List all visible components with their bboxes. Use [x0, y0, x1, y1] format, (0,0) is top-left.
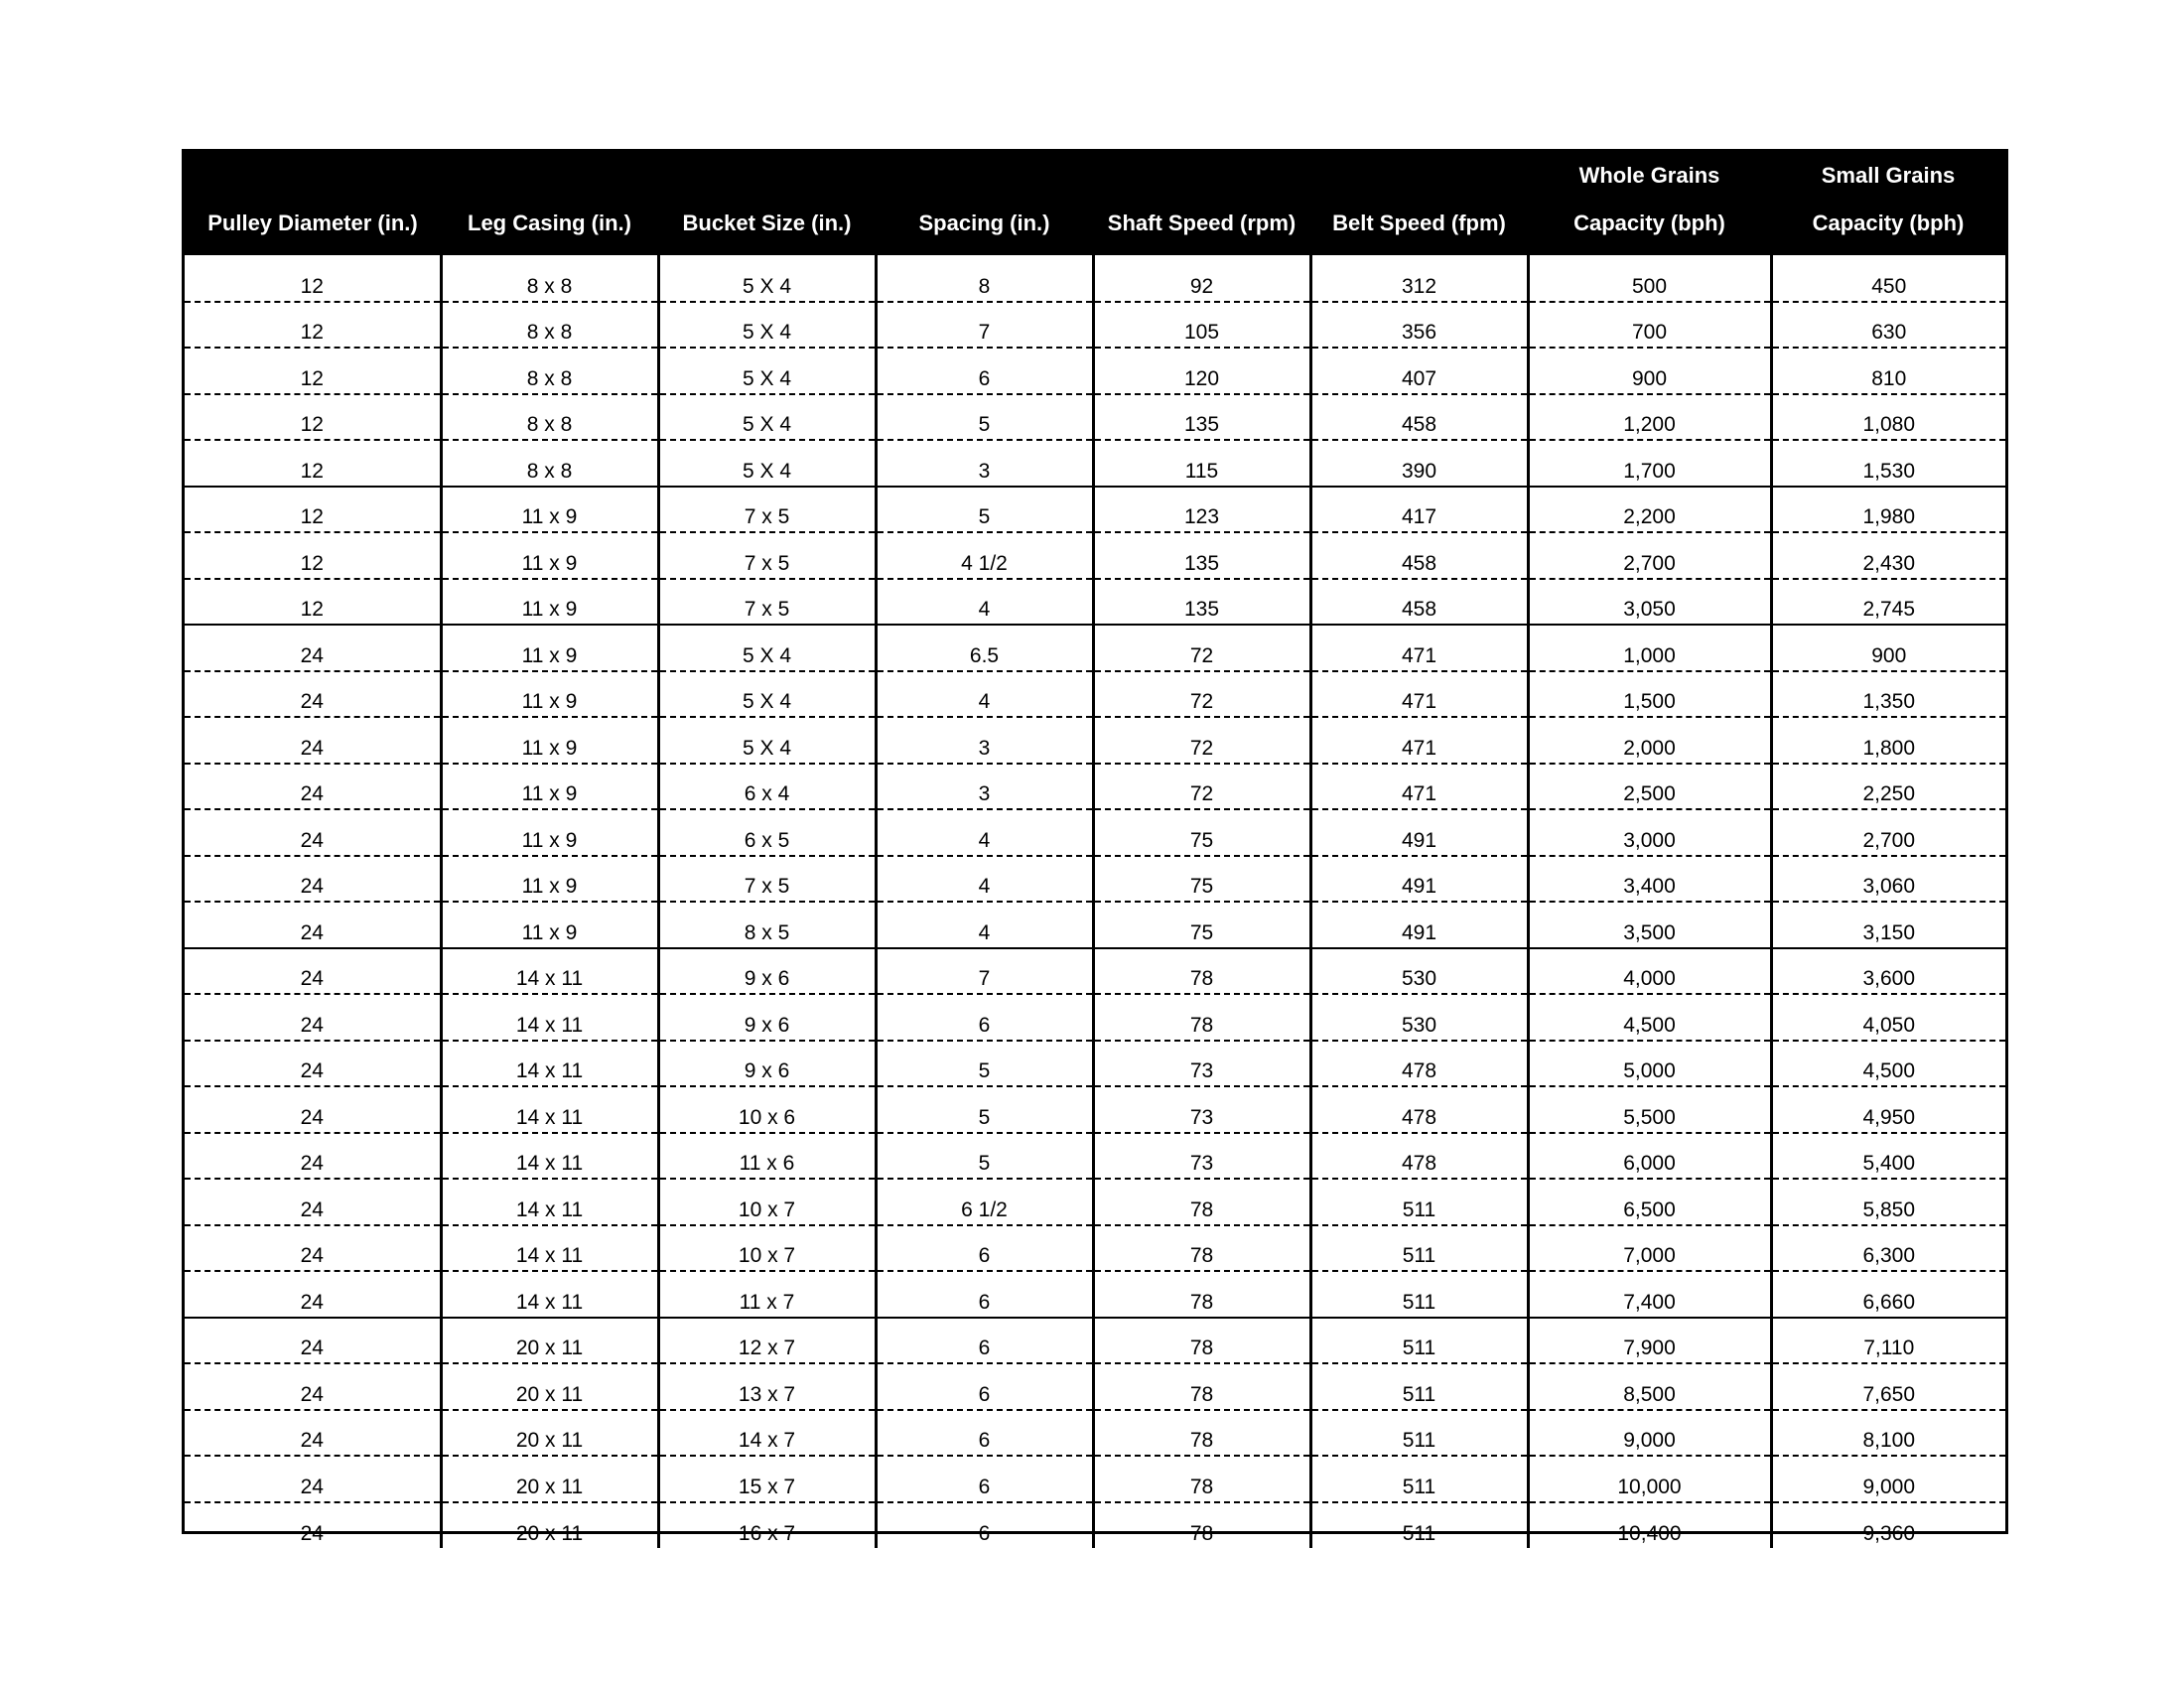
bucket-size-cell: 16 x 7 — [658, 1502, 876, 1549]
belt-speed-cell: 511 — [1310, 1410, 1528, 1457]
table-header — [185, 152, 2005, 255]
belt-speed-cell: 491 — [1310, 902, 1528, 948]
belt-speed-cell: 458 — [1310, 532, 1528, 579]
spacing-cell: 5 — [876, 1133, 1093, 1180]
leg-casing-cell: 11 x 9 — [441, 717, 658, 764]
whole-grains-capacity-cell: 1,000 — [1528, 625, 1771, 671]
table-body — [185, 255, 2005, 1548]
shaft-speed-cell: 78 — [1093, 1318, 1310, 1364]
table-row — [185, 1410, 2005, 1457]
bucket-size-cell: 14 x 7 — [658, 1410, 876, 1457]
bucket-size-cell: 5 X 4 — [658, 302, 876, 349]
spacing-cell: 6 — [876, 1318, 1093, 1364]
shaft-speed-cell: 123 — [1093, 487, 1310, 533]
spacing-cell: 7 — [876, 302, 1093, 349]
table-row — [185, 579, 2005, 626]
leg-casing-cell: 14 x 11 — [441, 994, 658, 1041]
belt-speed-cell: 458 — [1310, 579, 1528, 626]
small-grains-capacity-cell: 450 — [1771, 255, 2005, 302]
pulley-diameter-cell: 24 — [185, 1225, 441, 1272]
shaft-speed-cell: 72 — [1093, 717, 1310, 764]
belt-speed-cell: 491 — [1310, 856, 1528, 903]
pulley-diameter-cell: 24 — [185, 994, 441, 1041]
shaft-speed-cell: 78 — [1093, 1271, 1310, 1318]
table-row — [185, 902, 2005, 948]
table-row — [185, 440, 2005, 487]
belt-speed-cell: 511 — [1310, 1179, 1528, 1225]
bucket-size-cell: 15 x 7 — [658, 1456, 876, 1502]
pulley-diameter-cell: 24 — [185, 856, 441, 903]
pulley-diameter-cell: 24 — [185, 1271, 441, 1318]
belt-speed-cell: 407 — [1310, 348, 1528, 394]
whole-grains-capacity-cell: 2,500 — [1528, 764, 1771, 810]
table-row — [185, 1086, 2005, 1133]
whole-grains-capacity-cell: 1,500 — [1528, 671, 1771, 718]
spacing-cell: 6 1/2 — [876, 1179, 1093, 1225]
table-row — [185, 671, 2005, 718]
table-row — [185, 1456, 2005, 1502]
small-grains-capacity-cell: 810 — [1771, 348, 2005, 394]
belt-speed-cell: 471 — [1310, 625, 1528, 671]
whole-grains-capacity-cell: 3,400 — [1528, 856, 1771, 903]
small-grains-capacity-cell: 2,745 — [1771, 579, 2005, 626]
pulley-diameter-cell: 24 — [300, 1522, 324, 1545]
spacing-cell: 6 — [876, 1502, 1093, 1549]
belt-speed-cell: 511 — [1310, 1363, 1528, 1410]
leg-casing-cell: 14 x 11 — [441, 1041, 658, 1087]
small-grains-capacity-cell: 1,350 — [1771, 671, 2005, 718]
belt-speed-cell: 478 — [1310, 1133, 1528, 1180]
belt-speed-cell: 478 — [1310, 1041, 1528, 1087]
small-grains-capacity-cell: 3,060 — [1771, 856, 2005, 903]
spacing-cell: 4 1/2 — [876, 532, 1093, 579]
small-grains-capacity-cell: 4,950 — [1771, 1086, 2005, 1133]
bucket-size-cell: 7 x 5 — [658, 487, 876, 533]
small-grains-capacity-cell: 3,600 — [1771, 948, 2005, 995]
table-row — [185, 764, 2005, 810]
bucket-size-cell: 5 X 4 — [658, 348, 876, 394]
spacing-cell: 5 — [876, 487, 1093, 533]
pulley-diameter-cell: 24 — [185, 902, 441, 948]
small-grains-capacity-cell: 1,080 — [1771, 394, 2005, 441]
spacing-cell: 5 — [876, 394, 1093, 441]
shaft-speed-cell: 115 — [1093, 440, 1310, 487]
belt-speed-cell: 471 — [1310, 671, 1528, 718]
small-grains-capacity-cell: 9,000 — [1771, 1456, 2005, 1502]
spacing-cell: 8 — [876, 255, 1093, 302]
whole-grains-capacity-cell: 9,000 — [1528, 1410, 1771, 1457]
header-shaft-speed: Shaft Speed (rpm) — [1093, 152, 1310, 255]
shaft-speed-cell: 72 — [1093, 764, 1310, 810]
shaft-speed-cell: 73 — [1093, 1133, 1310, 1180]
pulley-diameter-cell: 12 — [185, 255, 441, 302]
leg-casing-cell: 8 x 8 — [441, 302, 658, 349]
header-belt-speed: Belt Speed (fpm) — [1310, 152, 1528, 255]
spacing-cell: 7 — [876, 948, 1093, 995]
belt-speed-cell: 312 — [1310, 255, 1528, 302]
header-leg-casing: Leg Casing (in.) — [441, 152, 658, 255]
whole-grains-capacity-cell: 2,000 — [1528, 717, 1771, 764]
pulley-diameter-cell: 12 — [185, 487, 441, 533]
table-row — [185, 394, 2005, 441]
pulley-diameter-cell: 24 — [185, 1041, 441, 1087]
small-grains-capacity-cell: 2,700 — [1771, 809, 2005, 856]
pulley-diameter-cell: 12 — [185, 302, 441, 349]
leg-casing-cell: 11 x 9 — [441, 487, 658, 533]
pulley-diameter-cell: 24 — [185, 809, 441, 856]
leg-casing-cell: 14 x 11 — [441, 1225, 658, 1272]
shaft-speed-cell: 120 — [1093, 348, 1310, 394]
small-grains-capacity-cell: 1,800 — [1771, 717, 2005, 764]
leg-casing-cell: 8 x 8 — [441, 440, 658, 487]
spacing-cell: 3 — [876, 717, 1093, 764]
leg-casing-cell: 14 x 11 — [441, 948, 658, 995]
shaft-speed-cell: 75 — [1093, 902, 1310, 948]
bucket-size-cell: 10 x 7 — [658, 1179, 876, 1225]
whole-grains-capacity-cell: 1,700 — [1528, 440, 1771, 487]
bucket-size-cell: 9 x 6 — [658, 994, 876, 1041]
table-row — [185, 348, 2005, 394]
small-grains-capacity-cell: 5,850 — [1771, 1179, 2005, 1225]
header-small-grains-capacity: Small Grains Capacity (bph) — [1771, 152, 2005, 255]
shaft-speed-cell: 75 — [1093, 809, 1310, 856]
small-grains-capacity-cell: 6,660 — [1771, 1271, 2005, 1318]
small-grains-capacity-cell: 1,980 — [1771, 487, 2005, 533]
table-row — [185, 1179, 2005, 1225]
leg-casing-cell: 11 x 9 — [441, 809, 658, 856]
small-grains-capacity-cell: 3,150 — [1771, 902, 2005, 948]
leg-casing-cell: 14 x 11 — [441, 1179, 658, 1225]
spacing-cell: 6 — [876, 348, 1093, 394]
shaft-speed-cell: 78 — [1093, 1502, 1310, 1549]
pulley-diameter-cell: 24 — [185, 717, 441, 764]
spacing-cell: 6 — [876, 1456, 1093, 1502]
pulley-diameter-cell: 12 — [185, 394, 441, 441]
pulley-diameter-cell: 12 — [185, 348, 441, 394]
table-row — [185, 717, 2005, 764]
elevator-capacity-table — [182, 149, 2008, 1545]
bucket-size-cell: 11 x 7 — [658, 1271, 876, 1318]
leg-casing-cell: 20 x 11 — [441, 1318, 658, 1364]
header-pulley-diameter: Pulley Diameter (in.) — [185, 152, 441, 255]
pulley-diameter-cell: 24 — [185, 1363, 441, 1410]
belt-speed-cell: 530 — [1310, 948, 1528, 995]
shaft-speed-cell: 72 — [1093, 625, 1310, 671]
leg-casing-cell: 14 x 11 — [441, 1271, 658, 1318]
spacing-cell: 4 — [876, 809, 1093, 856]
table-row — [185, 1318, 2005, 1364]
table-row — [185, 1225, 2005, 1272]
belt-speed-cell: 511 — [1310, 1456, 1528, 1502]
leg-casing-cell: 14 x 11 — [441, 1133, 658, 1180]
header-whole-grains-capacity: Whole Grains Capacity (bph) — [1528, 152, 1771, 255]
small-grains-capacity-cell: 1,530 — [1771, 440, 2005, 487]
shaft-speed-cell: 73 — [1093, 1041, 1310, 1087]
data-table — [185, 152, 2005, 1548]
belt-speed-cell: 471 — [1310, 717, 1528, 764]
bucket-size-cell: 6 x 4 — [658, 764, 876, 810]
shaft-speed-cell: 73 — [1093, 1086, 1310, 1133]
spacing-cell: 4 — [876, 671, 1093, 718]
shaft-speed-cell: 78 — [1093, 948, 1310, 995]
bucket-size-cell: 5 X 4 — [658, 625, 876, 671]
whole-grains-capacity-cell: 7,400 — [1528, 1271, 1771, 1318]
pulley-diameter-cell: 24 — [185, 671, 441, 718]
small-grains-capacity-cell: 7,110 — [1771, 1318, 2005, 1364]
bucket-size-cell: 8 x 5 — [658, 902, 876, 948]
bucket-size-cell: 9 x 6 — [658, 1041, 876, 1087]
whole-grains-capacity-cell: 7,000 — [1528, 1225, 1771, 1272]
leg-casing-cell: 11 x 9 — [441, 532, 658, 579]
table-row — [185, 994, 2005, 1041]
pulley-diameter-cell: 24 — [185, 1179, 441, 1225]
belt-speed-cell: 478 — [1310, 1086, 1528, 1133]
pulley-diameter-cell: 24 — [185, 625, 441, 671]
table-row — [185, 1271, 2005, 1318]
belt-speed-cell: 511 — [1310, 1225, 1528, 1272]
spacing-cell: 4 — [876, 902, 1093, 948]
small-grains-capacity-cell: 2,250 — [1771, 764, 2005, 810]
bucket-size-cell: 13 x 7 — [658, 1363, 876, 1410]
bucket-size-cell: 5 X 4 — [658, 671, 876, 718]
header-spacing: Spacing (in.) — [876, 152, 1093, 255]
spacing-cell: 6 — [876, 1225, 1093, 1272]
bucket-size-cell: 6 x 5 — [658, 809, 876, 856]
small-grains-capacity-cell: 4,050 — [1771, 994, 2005, 1041]
leg-casing-cell: 11 x 9 — [441, 856, 658, 903]
bucket-size-cell: 5 X 4 — [658, 255, 876, 302]
small-grains-capacity-cell: 4,500 — [1771, 1041, 2005, 1087]
leg-casing-cell: 20 x 11 — [441, 1456, 658, 1502]
shaft-speed-cell: 78 — [1093, 1179, 1310, 1225]
belt-speed-cell: 511 — [1310, 1271, 1528, 1318]
small-grains-capacity-cell: 8,100 — [1771, 1410, 2005, 1457]
table-row — [185, 532, 2005, 579]
leg-casing-cell: 8 x 8 — [441, 255, 658, 302]
whole-grains-capacity-cell: 5,500 — [1528, 1086, 1771, 1133]
bucket-size-cell: 12 x 7 — [658, 1318, 876, 1364]
whole-grains-capacity-cell: 8,500 — [1528, 1363, 1771, 1410]
table-row — [185, 302, 2005, 349]
shaft-speed-cell: 78 — [1093, 1363, 1310, 1410]
whole-grains-capacity-cell: 2,700 — [1528, 532, 1771, 579]
table-row — [185, 809, 2005, 856]
shaft-speed-cell: 75 — [1093, 856, 1310, 903]
leg-casing-cell: 8 x 8 — [441, 348, 658, 394]
bucket-size-cell: 10 x 7 — [658, 1225, 876, 1272]
leg-casing-cell: 11 x 9 — [441, 579, 658, 626]
whole-grains-capacity-cell: 10,400 — [1528, 1502, 1771, 1549]
table-row — [185, 1363, 2005, 1410]
whole-grains-capacity-cell: 6,500 — [1528, 1179, 1771, 1225]
leg-casing-cell: 20 x 11 — [441, 1502, 658, 1549]
leg-casing-cell: 11 x 9 — [441, 625, 658, 671]
shaft-speed-cell: 135 — [1093, 394, 1310, 441]
leg-casing-cell: 14 x 11 — [441, 1086, 658, 1133]
table-row — [185, 1133, 2005, 1180]
whole-grains-capacity-cell: 3,500 — [1528, 902, 1771, 948]
pulley-diameter-cell: 24 — [185, 1456, 441, 1502]
bucket-size-cell: 9 x 6 — [658, 948, 876, 995]
small-grains-capacity-cell: 9,360 — [1771, 1502, 2005, 1549]
table-row — [185, 948, 2005, 995]
leg-casing-cell: 20 x 11 — [441, 1363, 658, 1410]
small-grains-capacity-cell: 7,650 — [1771, 1363, 2005, 1410]
bucket-size-cell: 7 x 5 — [658, 579, 876, 626]
shaft-speed-cell: 135 — [1093, 532, 1310, 579]
table-row — [185, 255, 2005, 302]
pulley-diameter-cell: 12 — [185, 579, 441, 626]
pulley-diameter-cell: 24 — [185, 1410, 441, 1457]
spacing-cell: 3 — [876, 440, 1093, 487]
bucket-size-cell: 5 X 4 — [658, 440, 876, 487]
small-grains-capacity-cell: 2,430 — [1771, 532, 2005, 579]
spacing-cell: 5 — [876, 1041, 1093, 1087]
bucket-size-cell: 5 X 4 — [658, 394, 876, 441]
shaft-speed-cell: 92 — [1093, 255, 1310, 302]
table-row — [185, 487, 2005, 533]
shaft-speed-cell: 72 — [1093, 671, 1310, 718]
leg-casing-cell: 20 x 11 — [441, 1410, 658, 1457]
leg-casing-cell: 11 x 9 — [441, 671, 658, 718]
bucket-size-cell: 7 x 5 — [658, 532, 876, 579]
bucket-size-cell: 7 x 5 — [658, 856, 876, 903]
spacing-cell: 6 — [876, 1271, 1093, 1318]
spacing-cell: 6 — [876, 1363, 1093, 1410]
bucket-size-cell: 5 X 4 — [658, 717, 876, 764]
small-grains-capacity-cell: 6,300 — [1771, 1225, 2005, 1272]
whole-grains-capacity-cell: 3,000 — [1528, 809, 1771, 856]
spacing-cell: 6 — [876, 994, 1093, 1041]
belt-speed-cell: 491 — [1310, 809, 1528, 856]
spacing-cell: 4 — [876, 856, 1093, 903]
belt-speed-cell: 471 — [1310, 764, 1528, 810]
pulley-diameter-cell: 24 — [185, 948, 441, 995]
belt-speed-cell: 458 — [1310, 394, 1528, 441]
whole-grains-capacity-cell: 2,200 — [1528, 487, 1771, 533]
leg-casing-cell: 8 x 8 — [441, 394, 658, 441]
spacing-cell: 6 — [876, 1410, 1093, 1457]
bucket-size-cell: 11 x 6 — [658, 1133, 876, 1180]
shaft-speed-cell: 135 — [1093, 579, 1310, 626]
shaft-speed-cell: 78 — [1093, 1225, 1310, 1272]
table-row — [185, 856, 2005, 903]
pulley-diameter-cell: 12 — [185, 440, 441, 487]
whole-grains-capacity-cell: 500 — [1528, 255, 1771, 302]
belt-speed-cell: 511 — [1310, 1502, 1528, 1549]
table-row — [185, 1041, 2005, 1087]
belt-speed-cell: 530 — [1310, 994, 1528, 1041]
whole-grains-capacity-cell: 3,050 — [1528, 579, 1771, 626]
shaft-speed-cell: 78 — [1093, 994, 1310, 1041]
shaft-speed-cell: 78 — [1093, 1410, 1310, 1457]
spacing-cell: 6.5 — [876, 625, 1093, 671]
whole-grains-capacity-cell: 7,900 — [1528, 1318, 1771, 1364]
whole-grains-capacity-cell: 6,000 — [1528, 1133, 1771, 1180]
belt-speed-cell: 356 — [1310, 302, 1528, 349]
whole-grains-capacity-cell: 4,500 — [1528, 994, 1771, 1041]
leg-casing-cell: 11 x 9 — [441, 902, 658, 948]
pulley-diameter-cell: 24 — [185, 764, 441, 810]
header-row — [185, 152, 2005, 255]
pulley-diameter-cell: 24 — [185, 1086, 441, 1133]
pulley-diameter-cell: 12 — [185, 532, 441, 579]
spacing-cell: 3 — [876, 764, 1093, 810]
belt-speed-cell: 511 — [1310, 1318, 1528, 1364]
pulley-diameter-cell: 24 — [185, 1318, 441, 1364]
whole-grains-capacity-cell: 5,000 — [1528, 1041, 1771, 1087]
table-row — [185, 1502, 2005, 1549]
header-bucket-size: Bucket Size (in.) — [658, 152, 876, 255]
shaft-speed-cell: 78 — [1093, 1456, 1310, 1502]
shaft-speed-cell: 105 — [1093, 302, 1310, 349]
whole-grains-capacity-cell: 10,000 — [1528, 1456, 1771, 1502]
spacing-cell: 4 — [876, 579, 1093, 626]
leg-casing-cell: 11 x 9 — [441, 764, 658, 810]
whole-grains-capacity-cell: 4,000 — [1528, 948, 1771, 995]
pulley-diameter-cell: 24 — [185, 1133, 441, 1180]
whole-grains-capacity-cell: 700 — [1528, 302, 1771, 349]
small-grains-capacity-cell: 900 — [1771, 625, 2005, 671]
small-grains-capacity-cell: 5,400 — [1771, 1133, 2005, 1180]
belt-speed-cell: 417 — [1310, 487, 1528, 533]
bucket-size-cell: 10 x 6 — [658, 1086, 876, 1133]
spacing-cell: 5 — [876, 1086, 1093, 1133]
whole-grains-capacity-cell: 900 — [1528, 348, 1771, 394]
whole-grains-capacity-cell: 1,200 — [1528, 394, 1771, 441]
belt-speed-cell: 390 — [1310, 440, 1528, 487]
table-row — [185, 625, 2005, 671]
small-grains-capacity-cell: 630 — [1771, 302, 2005, 349]
